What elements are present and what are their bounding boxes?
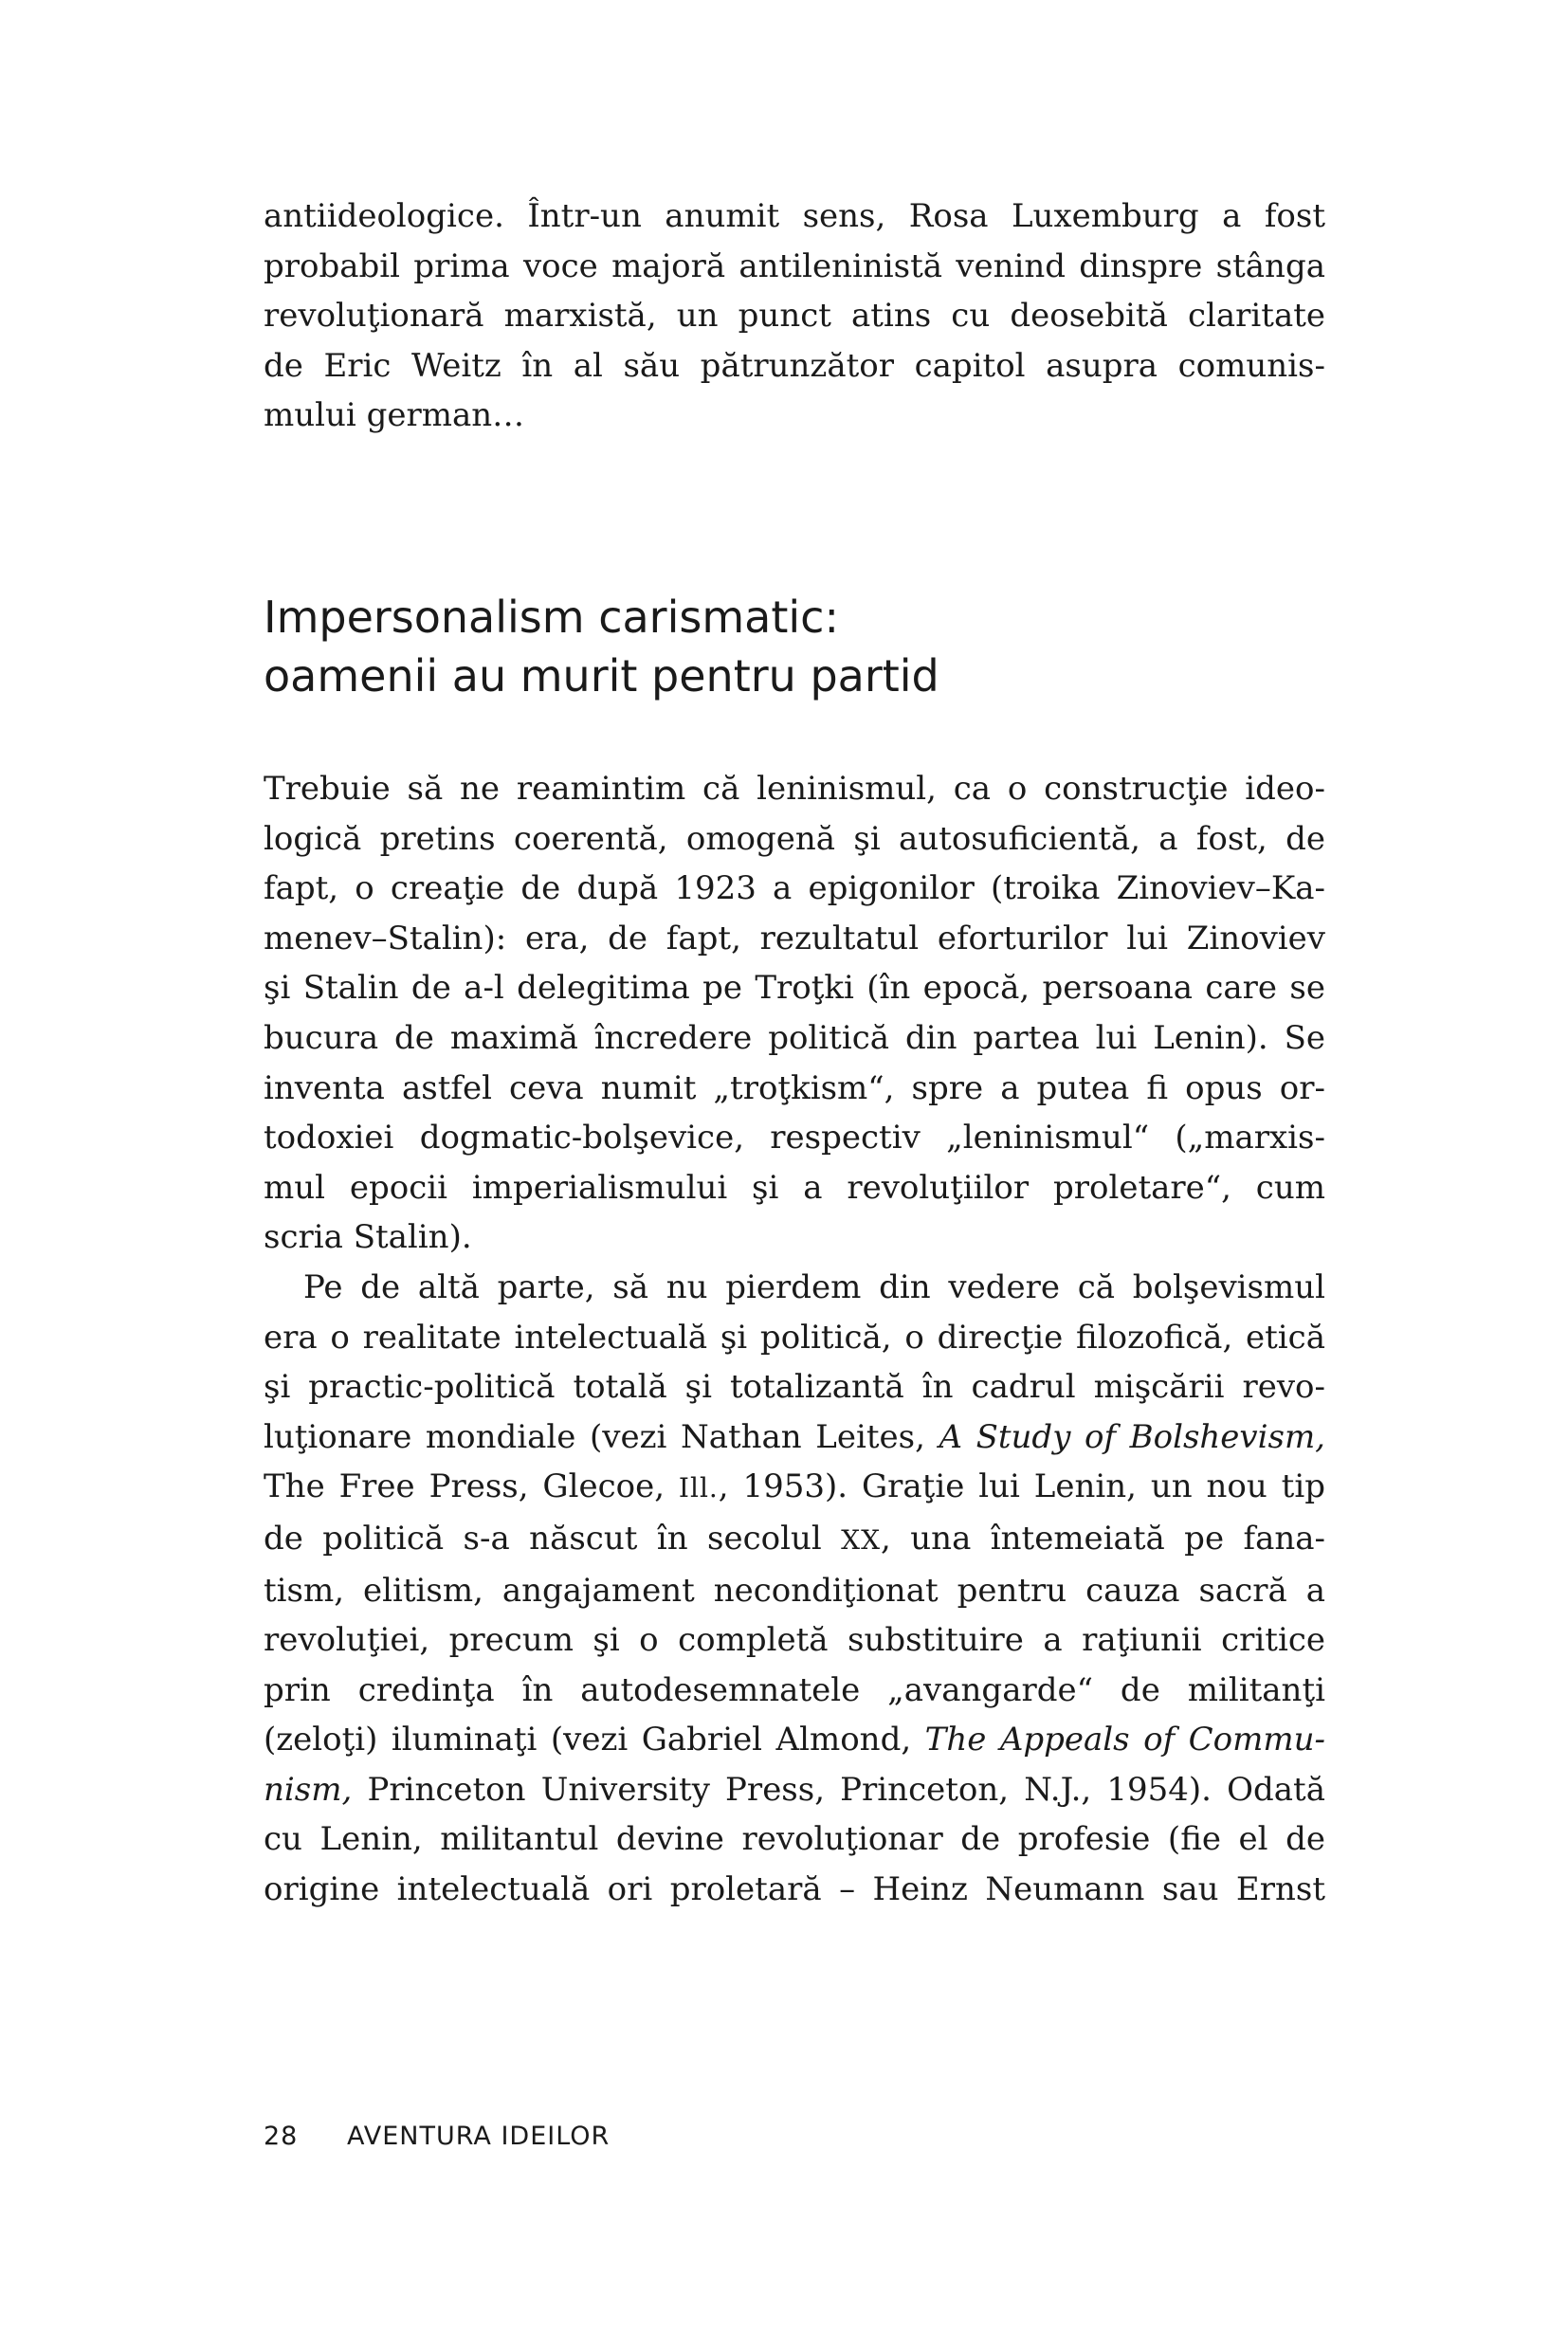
text-line: scria Stalin). (264, 1218, 472, 1257)
text-run: The Free Press, Glecoe, (264, 1467, 679, 1506)
small-caps-century: XX (841, 1523, 882, 1556)
book-page (264, 0, 1325, 2351)
text-run: , 1953). Graţie lui Lenin, un nou tip (718, 1467, 1325, 1506)
text-run: de politică s-a născut în secolul (264, 1519, 842, 1558)
text-run: (zeloţi) iluminaţi (vezi Gabriel Almond, (264, 1721, 925, 1759)
text-line: Pe de altă parte, să nu pierdem din vedere că bolşevismul (303, 1267, 1325, 1306)
section-heading-line-2: oamenii au murit pentru partid (264, 650, 939, 702)
text-line (264, 1412, 1325, 1463)
text-line: probabil prima voce majoră antileninistă venind dinspre stânga (264, 246, 1325, 285)
text-line (264, 1514, 1325, 1566)
book-title-almond-end: nism, (264, 1770, 353, 1809)
text-line: todoxiei dogmatic-bolşevice, respectiv „leninismul“ („marxis- (264, 1119, 1325, 1157)
text-run: luţionare mondiale (vezi Nathan Leites, (264, 1417, 939, 1456)
text-line: fapt, o creaţie de după 1923 a epigonilor (troika Zinoviev–Ka- (264, 869, 1325, 908)
section-heading (264, 588, 1325, 705)
text-line: revoluţiei, precum şi o completă substituire a raţiunii critice (264, 1621, 1325, 1660)
text-line: antiideologice. Într-un anumit sens, Rosa Luxemburg a fost (264, 197, 1325, 235)
paragraph-2 (264, 1263, 1325, 1915)
text-line: şi Stalin de a-l delegitima pe Troţki (în epocă, persoana care se (264, 969, 1325, 1008)
text-line: bucura de maximă încredere politică din partea lui Lenin). Se (264, 1018, 1325, 1057)
text-line (264, 1462, 1325, 1514)
text-line: de Eric Weitz în al său pătrunzător capitol asupra comunis- (264, 346, 1325, 385)
book-title-almond: The Appeals of Commu- (924, 1721, 1325, 1759)
intro-paragraph (264, 191, 1325, 441)
text-line: şi practic-politică totală şi totalizantă în cadrul mişcării revo- (264, 1368, 1325, 1407)
paragraph-1 (264, 764, 1325, 1263)
text-line: inventa astfel ceva numit „troţkism“, spre a putea fi opus or- (264, 1068, 1325, 1107)
text-line: era o realitate intelectuală şi politică, o direcţie filozofică, etică (264, 1318, 1325, 1357)
text-line (264, 1715, 1325, 1765)
text-run: Princeton University Press, Princeton, N.J., 1954). Odată (352, 1770, 1325, 1809)
page-number: 28 (264, 2122, 299, 2151)
text-run: , una întemeiată pe fana- (881, 1519, 1325, 1558)
running-title: AVENTURA IDEILOR (347, 2122, 611, 2151)
text-line: tism, elitism, angajament necondiţionat pentru cauza sacră a (264, 1571, 1325, 1610)
text-line: prin credinţa în autodesemnatele „avangarde“ de militanţi (264, 1670, 1325, 1709)
book-title-leites: A Study of Bolshevism, (939, 1417, 1325, 1456)
small-caps-abbreviation: Ill. (678, 1472, 719, 1504)
text-line (264, 1765, 1325, 1815)
section-body (264, 764, 1325, 1915)
page-footer (264, 2122, 610, 2151)
text-line: mului german… (264, 396, 525, 435)
text-line: mul epocii imperialismului şi a revoluţiilor proletare“, cum (264, 1168, 1325, 1207)
text-line: revoluţionară marxistă, un punct atins cu deosebită claritate (264, 297, 1325, 336)
text-line: cu Lenin, militantul devine revoluţionar de profesie (fie el de (264, 1820, 1325, 1859)
text-line: origine intelectuală ori proletară – Heinz Neumann sau Ernst (264, 1870, 1325, 1909)
text-line: menev–Stalin): era, de fapt, rezultatul eforturilor lui Zinoviev (264, 919, 1325, 957)
text-line: Trebuie să ne reamintim că leninismul, ca o construcţie ideo- (264, 770, 1325, 808)
section-heading-line-1: Impersonalism carismatic: (264, 592, 839, 643)
text-line: logică pretins coerentă, omogenă şi autosuficientă, a fost, de (264, 819, 1325, 858)
